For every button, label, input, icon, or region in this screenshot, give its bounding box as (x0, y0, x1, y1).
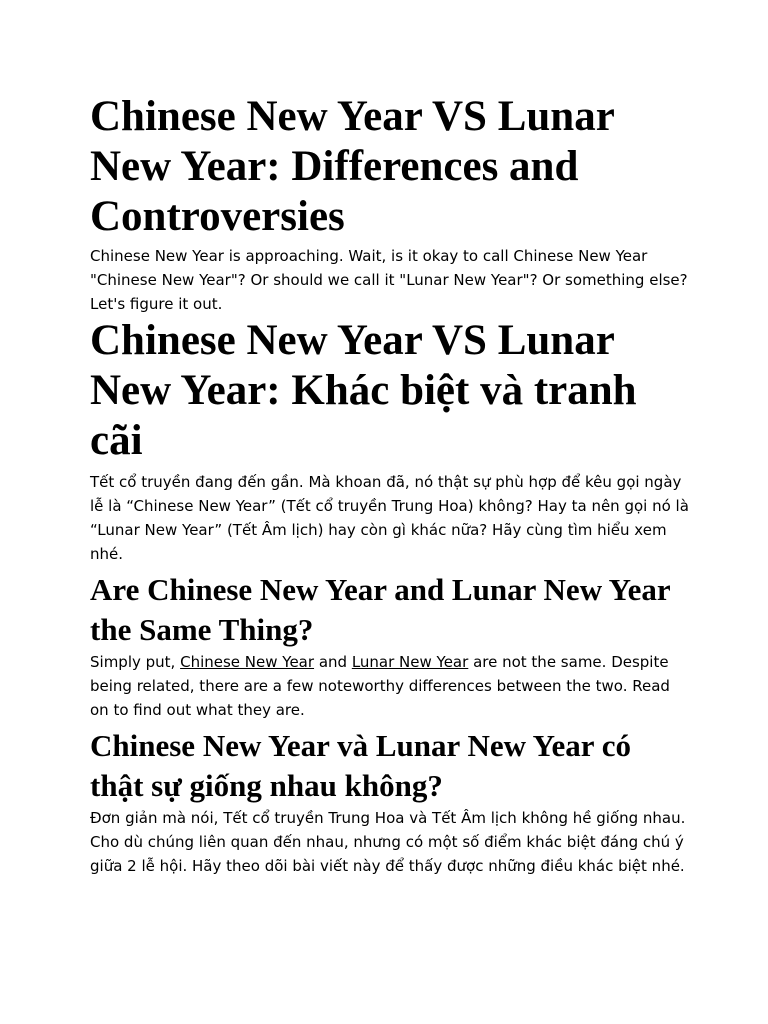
document-page (90, 92, 690, 878)
text-after: are not the same. Despite being related, there are a few noteworthy differences between the two. Read on to find out what they are. (90, 653, 670, 719)
paragraph-same-thing-english (90, 650, 690, 722)
intro-text-line2: Let's figure it out. (90, 295, 223, 313)
link-lunar-new-year[interactable]: Lunar New Year (351, 653, 469, 671)
heading-same-thing-english: Are Chinese New Year and Lunar New Year the Same Thing? (90, 572, 671, 647)
intro-text: Chinese New Year is approaching. Wait, is it okay to call Chinese New Year "Chinese New Year"? Or should we call it "Lunar New Year"? Or something else? (90, 247, 688, 289)
heading-same-thing-vietnamese: Chinese New Year và Lunar New Year có thật sự giống nhau không? (90, 728, 632, 803)
paragraph-same-thing-vietnamese: Đơn giản mà nói, Tết cổ truyền Trung Hoa và Tết Âm lịch không hề giống nhau. Cho dù chúng liên quan đến nhau, nhưng có một số điểm khác biệt đáng chú ý giữa 2 lễ hội. Hãy theo dõi bài viết này để thấy được những điều khác biệt nhé. (90, 809, 686, 875)
link-chinese-new-year[interactable]: Chinese New Year (180, 653, 315, 671)
title-english: Chinese New Year VS Lunar New Year: Differences and Controversies (90, 93, 615, 240)
text-mid: and (314, 653, 352, 671)
text-before: Simply put, (90, 653, 181, 671)
intro-paragraph-vietnamese: Tết cổ truyền đang đến gần. Mà khoan đã, nó thật sự phù hợp để kêu gọi ngày lễ là “Chinese New Year” (Tết cổ truyền Trung Hoa) không? Hay ta nên gọi nó là “Lunar New Year” (Tết Âm lịch) hay còn gì khác nữa? Hãy cùng tìm hiểu xem nhé. (90, 473, 689, 563)
title-vietnamese: Chinese New Year VS Lunar New Year: Khác biệt và tranh cãi (90, 317, 637, 464)
intro-paragraph-english (90, 244, 690, 316)
